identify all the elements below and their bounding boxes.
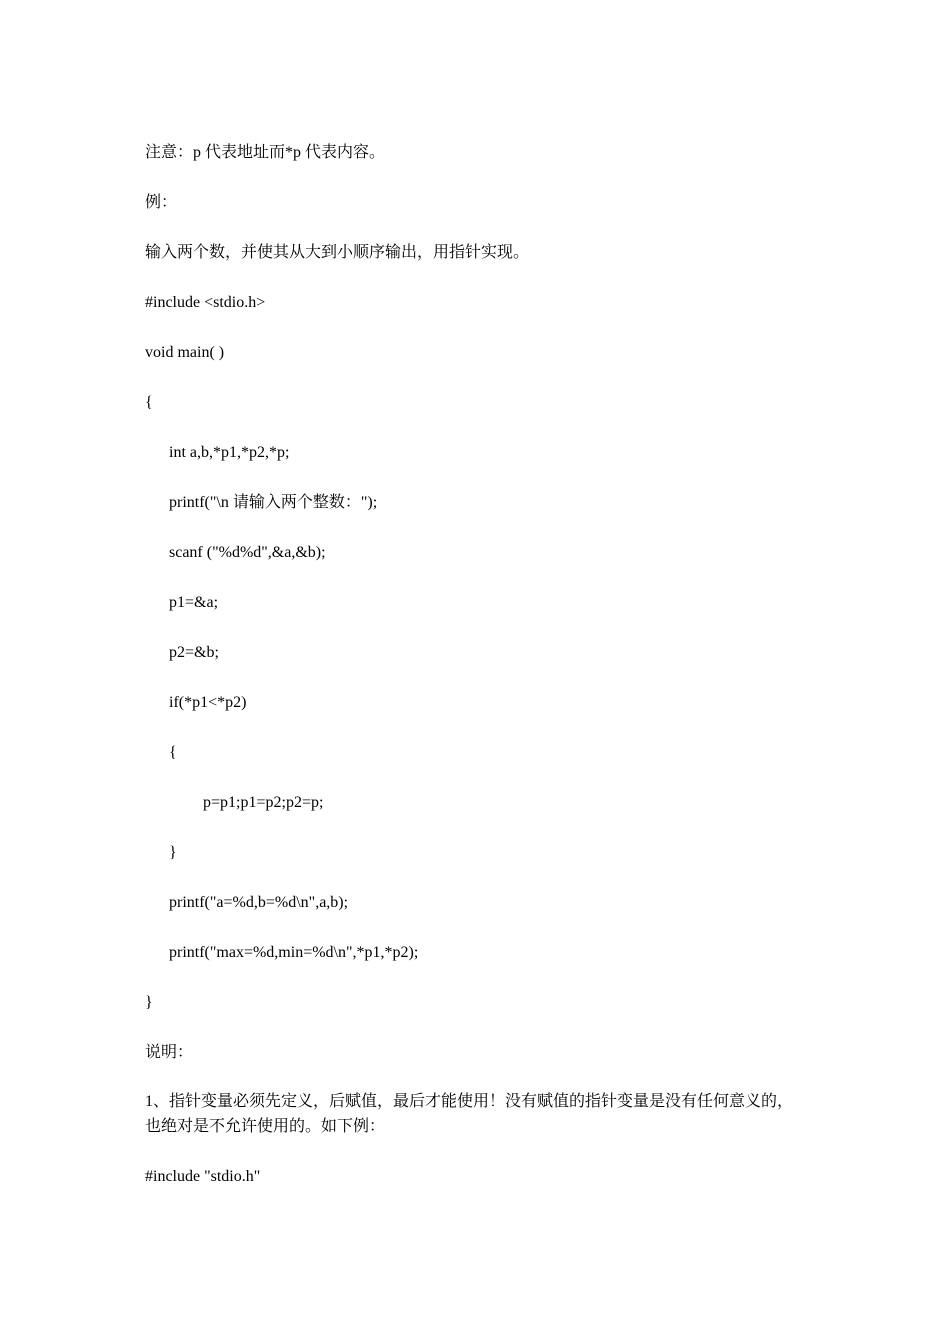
task-description: 输入两个数，并使其从大到小顺序输出，用指针实现。 xyxy=(145,244,530,261)
explanation-point-1: 1、指针变量必须先定义，后赋值，最后才能使用！没有赋值的指针变量是没有任何意义的， xyxy=(145,1093,794,1110)
code-line-include: #include <stdio.h> xyxy=(145,294,266,311)
code-line-printf-ab: printf("a=%d,b=%d\n",a,b); xyxy=(169,894,349,911)
explanation-label: 说明： xyxy=(145,1044,194,1061)
code-line-swap: p=p1;p1=p2;p2=p; xyxy=(203,794,324,811)
code-line-assign-p2: p2=&b; xyxy=(169,644,219,661)
code-line-if: if(*p1<*p2) xyxy=(169,694,247,711)
code-line-include-2: #include "stdio.h" xyxy=(145,1168,261,1185)
code-line-main: void main( ) xyxy=(145,344,225,361)
code-line-printf-prompt: printf("\n 请输入两个整数："); xyxy=(169,494,378,511)
code-line-close-brace: } xyxy=(145,994,153,1011)
code-line-declaration: int a,b,*p1,*p2,*p; xyxy=(169,444,290,461)
explanation-point-1-continued: 也绝对是不允许使用的。如下例： xyxy=(145,1118,386,1135)
note-line: 注意：p 代表地址而*p 代表内容。 xyxy=(145,144,386,161)
example-label: 例： xyxy=(145,194,178,211)
code-line-printf-maxmin: printf("max=%d,min=%d\n",*p1,*p2); xyxy=(169,944,419,961)
code-line-scanf: scanf ("%d%d",&a,&b); xyxy=(169,544,326,561)
code-line-assign-p1: p1=&a; xyxy=(169,594,219,611)
code-line-open-brace: { xyxy=(145,394,153,411)
code-line-if-open-brace: { xyxy=(169,744,177,761)
code-line-if-close-brace: } xyxy=(169,844,177,861)
